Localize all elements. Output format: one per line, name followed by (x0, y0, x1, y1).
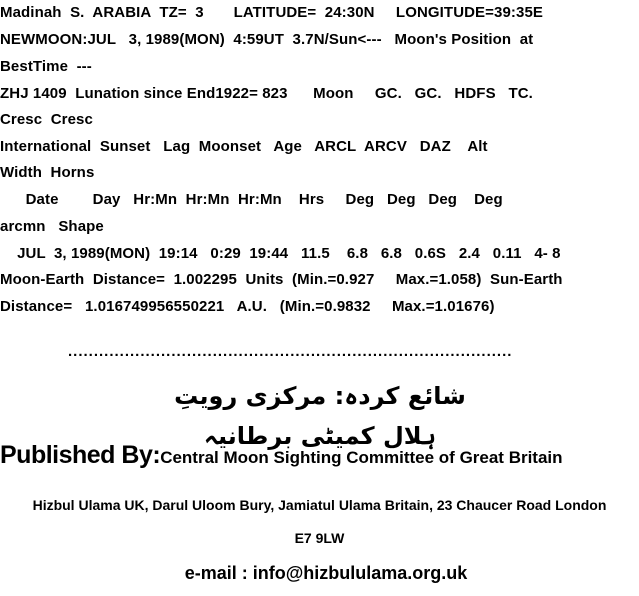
report-line-arcmn-shape: arcmn Shape (0, 218, 104, 235)
report-line-besttime: BestTime --- (0, 58, 92, 75)
address-line-2: E7 9LW (294, 530, 345, 546)
urdu-publisher-line: شائع کردہ: مرکزی رویتِ ہلال کمیٹی برطانیہ (174, 382, 466, 450)
report-line-data-row: JUL 3, 1989(MON) 19:14 0:29 19:44 11.5 6.8 6.8 0.6S 2.4 0.11 4- 8 (0, 245, 561, 262)
report-line-newmoon: NEWMOON:JUL 3, 1989(MON) 4:59UT 3.7N/Sun<--- Moon's Position at (0, 31, 534, 48)
report-line-units: Date Day Hr:Mn Hr:Mn Hr:Mn Hrs Deg Deg Deg Deg (0, 191, 503, 208)
report-line-cresc: Cresc Cresc (0, 111, 93, 128)
publisher-name: Central Moon Sighting Committee of Great Britain (160, 448, 563, 467)
report-line-location: Madinah S. ARABIA TZ= 3 LATITUDE= 24:30N LONGITUDE=39:35E (0, 4, 543, 21)
email-line[interactable]: e-mail : info@hizbululama.org.uk (184, 563, 468, 583)
report-line-width-horns: Width Horns (0, 164, 95, 181)
report-line-moon-earth: Moon-Earth Distance= 1.002295 Units (Min.=0.927 Max.=1.058) Sun-Earth (0, 271, 563, 288)
published-by (0, 441, 639, 470)
dotted-separator: ...................................................................................... (68, 343, 513, 360)
report-line-sun-earth: Distance= 1.016749956550221 A.U. (Min.=0.9832 Max.=1.01676) (0, 298, 495, 315)
report-line-lunation: ZHJ 1409 Lunation since End1922= 823 Moon GC. GC. HDFS TC. (0, 85, 533, 102)
published-by-label: Published By: (0, 441, 161, 469)
report-line-column-headers: International Sunset Lag Moonset Age ARCL ARCV DAZ Alt (0, 138, 488, 155)
address-line-1: Hizbul Ulama UK, Darul Uloom Bury, Jamiatul Ulama Britain, 23 Chaucer Road London (32, 497, 607, 513)
